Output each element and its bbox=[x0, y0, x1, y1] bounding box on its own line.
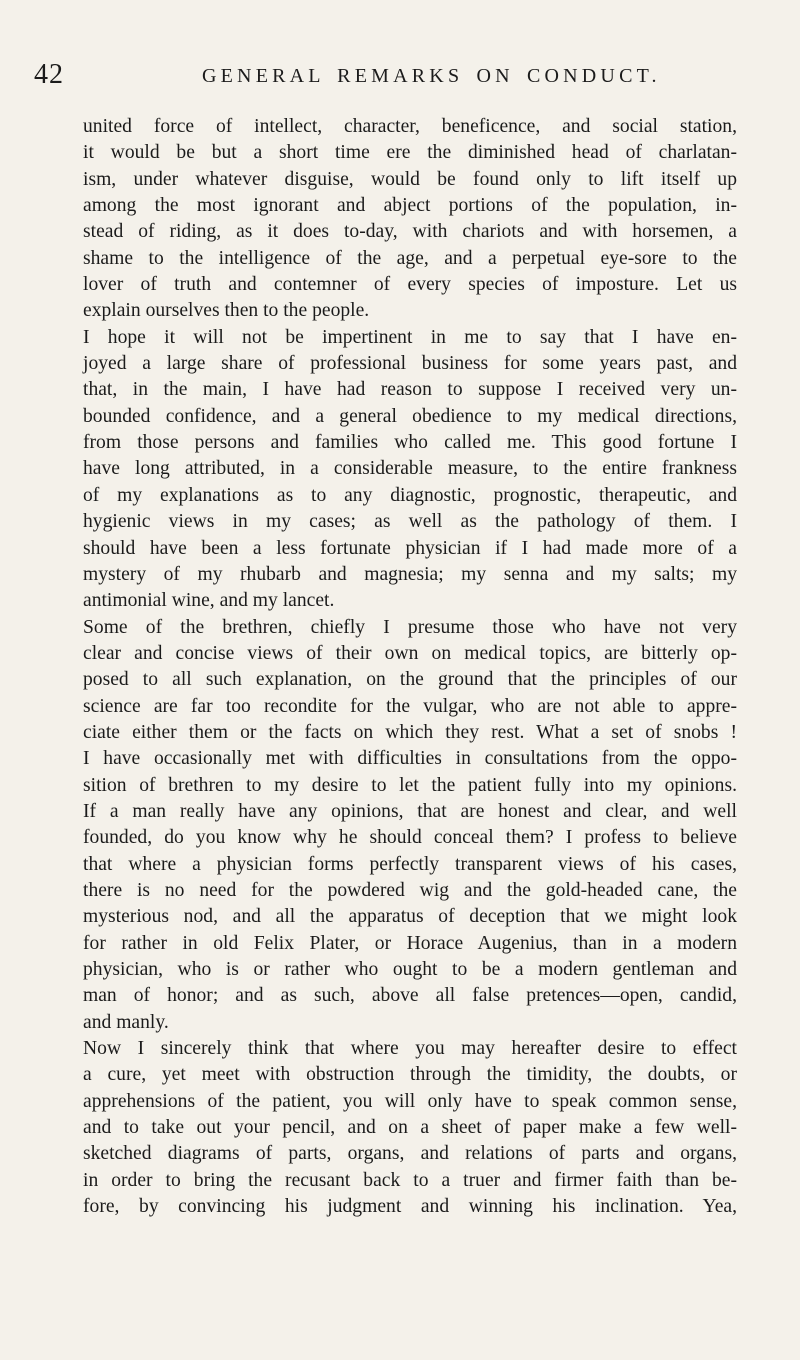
running-title: GENERAL REMARKS ON CONDUCT. bbox=[202, 65, 661, 87]
text-line: ism, under whatever disguise, would be found only to lift itself up bbox=[83, 168, 737, 190]
text-line: that where a physician forms perfectly transparent views of his cases, bbox=[83, 853, 737, 875]
text-line: If a man really have any opinions, that are honest and clear, and well bbox=[83, 800, 737, 822]
text-line: should have been a less fortunate physician if I had made more of a bbox=[83, 537, 737, 559]
body-text bbox=[83, 114, 737, 1220]
text-line: apprehensions of the patient, you will only have to speak common sense, bbox=[83, 1090, 737, 1112]
text-line: founded, do you know why he should conceal them? I profess to believe bbox=[83, 827, 737, 849]
text-line: I hope it will not be impertinent in me to say that I have en- bbox=[83, 326, 737, 348]
text-line: sketched diagrams of parts, organs, and relations of parts and organs, bbox=[83, 1143, 737, 1165]
text-line: stead of riding, as it does to-day, with chariots and with horsemen, a bbox=[83, 221, 737, 243]
running-head bbox=[34, 58, 734, 98]
text-line: joyed a large share of professional business for some years past, and bbox=[83, 353, 737, 375]
text-line: have long attributed, in a considerable measure, to the entire frankness bbox=[83, 458, 737, 480]
text-line: man of honor; and as such, above all false pretences—open, candid, bbox=[83, 985, 737, 1007]
text-line: bounded confidence, and a general obedience to my medical directions, bbox=[83, 405, 737, 427]
text-line: that, in the main, I have had reason to suppose I received very un- bbox=[83, 379, 737, 401]
text-line: antimonial wine, and my lancet. bbox=[83, 590, 335, 612]
text-line: and to take out your pencil, and on a sheet of paper make a few well- bbox=[83, 1117, 737, 1139]
text-line: explain ourselves then to the people. bbox=[83, 300, 370, 322]
text-line: a cure, yet meet with obstruction through the timidity, the doubts, or bbox=[83, 1064, 737, 1086]
text-line: among the most ignorant and abject portions of the population, in- bbox=[83, 195, 737, 217]
text-line: science are far too recondite for the vulgar, who are not able to appre- bbox=[83, 695, 737, 717]
text-line: there is no need for the powdered wig and the gold-headed cane, the bbox=[83, 879, 737, 901]
text-line: it would be but a short time ere the diminished head of charlatan- bbox=[83, 142, 737, 164]
text-line: of my explanations as to any diagnostic, prognostic, therapeutic, and bbox=[83, 484, 737, 506]
text-line: Now I sincerely think that where you may hereafter desire to effect bbox=[83, 1038, 737, 1060]
text-line: hygienic views in my cases; as well as the pathology of them. I bbox=[83, 511, 737, 533]
text-line: in order to bring the recusant back to a truer and firmer faith than be- bbox=[83, 1169, 737, 1191]
text-line: from those persons and families who called me. This good fortune I bbox=[83, 432, 737, 454]
text-line: sition of brethren to my desire to let the patient fully into my opinions. bbox=[83, 774, 737, 796]
text-line: I have occasionally met with difficulties in consultations from the oppo- bbox=[83, 748, 737, 770]
text-line: fore, by convincing his judgment and winning his inclination. Yea, bbox=[83, 1196, 737, 1218]
text-line: mysterious nod, and all the apparatus of deception that we might look bbox=[83, 906, 737, 928]
text-line: mystery of my rhubarb and magnesia; my senna and my salts; my bbox=[83, 563, 737, 585]
text-line: ciate either them or the facts on which they rest. What a set of snobs ! bbox=[83, 721, 737, 743]
text-line: lover of truth and contemner of every species of imposture. Let us bbox=[83, 274, 737, 296]
text-line: united force of intellect, character, beneficence, and social station, bbox=[83, 116, 737, 137]
text-line: posed to all such explanation, on the ground that the principles of our bbox=[83, 669, 737, 691]
text-line: clear and concise views of their own on medical topics, are bitterly op- bbox=[83, 642, 737, 664]
text-line: for rather in old Felix Plater, or Horace Augenius, than in a modern bbox=[83, 932, 737, 954]
text-line: shame to the intelligence of the age, and a perpetual eye-sore to the bbox=[83, 247, 737, 269]
page-number: 42 bbox=[34, 59, 64, 90]
text-line: physician, who is or rather who ought to be a modern gentleman and bbox=[83, 959, 737, 980]
text-line: and manly. bbox=[83, 1011, 169, 1033]
text-line: Some of the brethren, chiefly I presume those who have not very bbox=[83, 616, 737, 638]
